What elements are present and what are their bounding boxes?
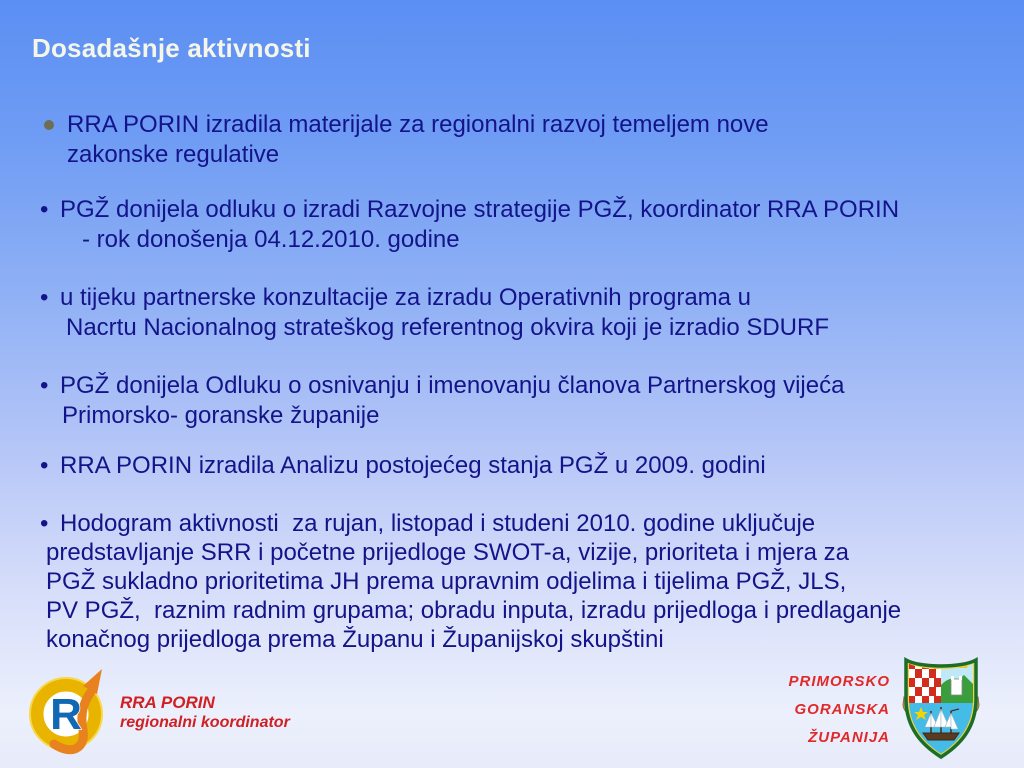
county-coat-of-arms [901,655,981,766]
bullet-text: RRA PORIN izradila materijale za regionalni razvoj temeljem nove [67,111,769,138]
bullet-item-2 [40,195,899,255]
bullet-line: Nacrtu Nacionalnog strateškog referentnog okvira koji je izradio SDURF [66,314,830,341]
bullet-dot-icon: • [40,452,49,479]
bullet-item-4 [40,371,844,431]
rra-porin-logo-icon [26,664,126,756]
bullet-line [44,110,769,140]
county-line: GORANSKA [794,701,890,718]
rra-porin-logo [26,664,126,761]
coat-of-arms-icon [901,655,981,761]
bullet-line: - rok donošenja 04.12.2010. godine [82,226,460,253]
bullet-line: Primorsko- goranske županije [62,402,380,429]
bullet-dot-icon: • [40,284,49,311]
bullet-text: RRA PORIN izradila Analizu postojećeg stanja PGŽ u 2009. godini [60,452,766,479]
bullet-item-1 [44,110,769,170]
bullet-line [40,371,844,401]
bullet-line: zakonske regulative [67,141,280,168]
bullet-item-3 [40,283,829,343]
bullet-line [40,195,899,225]
bullet-line: PGŽ sukladno prioritetima JH prema upravnim odjelima i tijelima PGŽ, JLS, [46,568,847,595]
bullet-text: u tijeku partnerske konzultacije za izradu Operativnih programa u [60,284,752,311]
logo-letter: R [50,690,82,739]
bullet-line [40,283,829,313]
bullet-dot-icon: • [40,510,49,537]
bullet-line: predstavljanje SRR i početne prijedloge SWOT-a, vizije, prioriteta i mjera za [46,539,850,566]
bullet-line [40,451,766,481]
bullet-text: PGŽ donijela odluku o izradi Razvojne strategije PGŽ, koordinator RRA PORIN [60,196,900,223]
bullet-dot-icon: • [40,196,49,223]
county-name [756,668,890,752]
bullet-dot-icon [44,120,54,130]
bullet-dot-icon: • [40,372,49,399]
county-line: PRIMORSKO [788,673,890,690]
rra-porin-role: regionalni koordinator [120,714,290,731]
rra-porin-name: RRA PORIN [120,693,215,712]
bullet-text: Hodogram aktivnosti za rujan, listopad i studeni 2010. godine uključuje [60,510,816,537]
bullet-text: PGŽ donijela Odluku o osnivanju i imenovanju članova Partnerskog vijeća [60,372,845,399]
rra-porin-caption [120,693,290,733]
bullet-item-5 [40,451,766,481]
county-line: ŽUPANIJA [808,729,890,746]
bullet-item-6 [40,509,901,654]
page-title: Dosadašnje aktivnosti [32,33,311,63]
bullet-line: PV PGŽ, raznim radnim grupama; obradu inputa, izradu prijedloga i predlaganje [46,597,902,624]
bullet-line [40,509,901,538]
bullet-line: konačnog prijedloga prema Županu i Županijskoj skupštini [46,626,664,653]
